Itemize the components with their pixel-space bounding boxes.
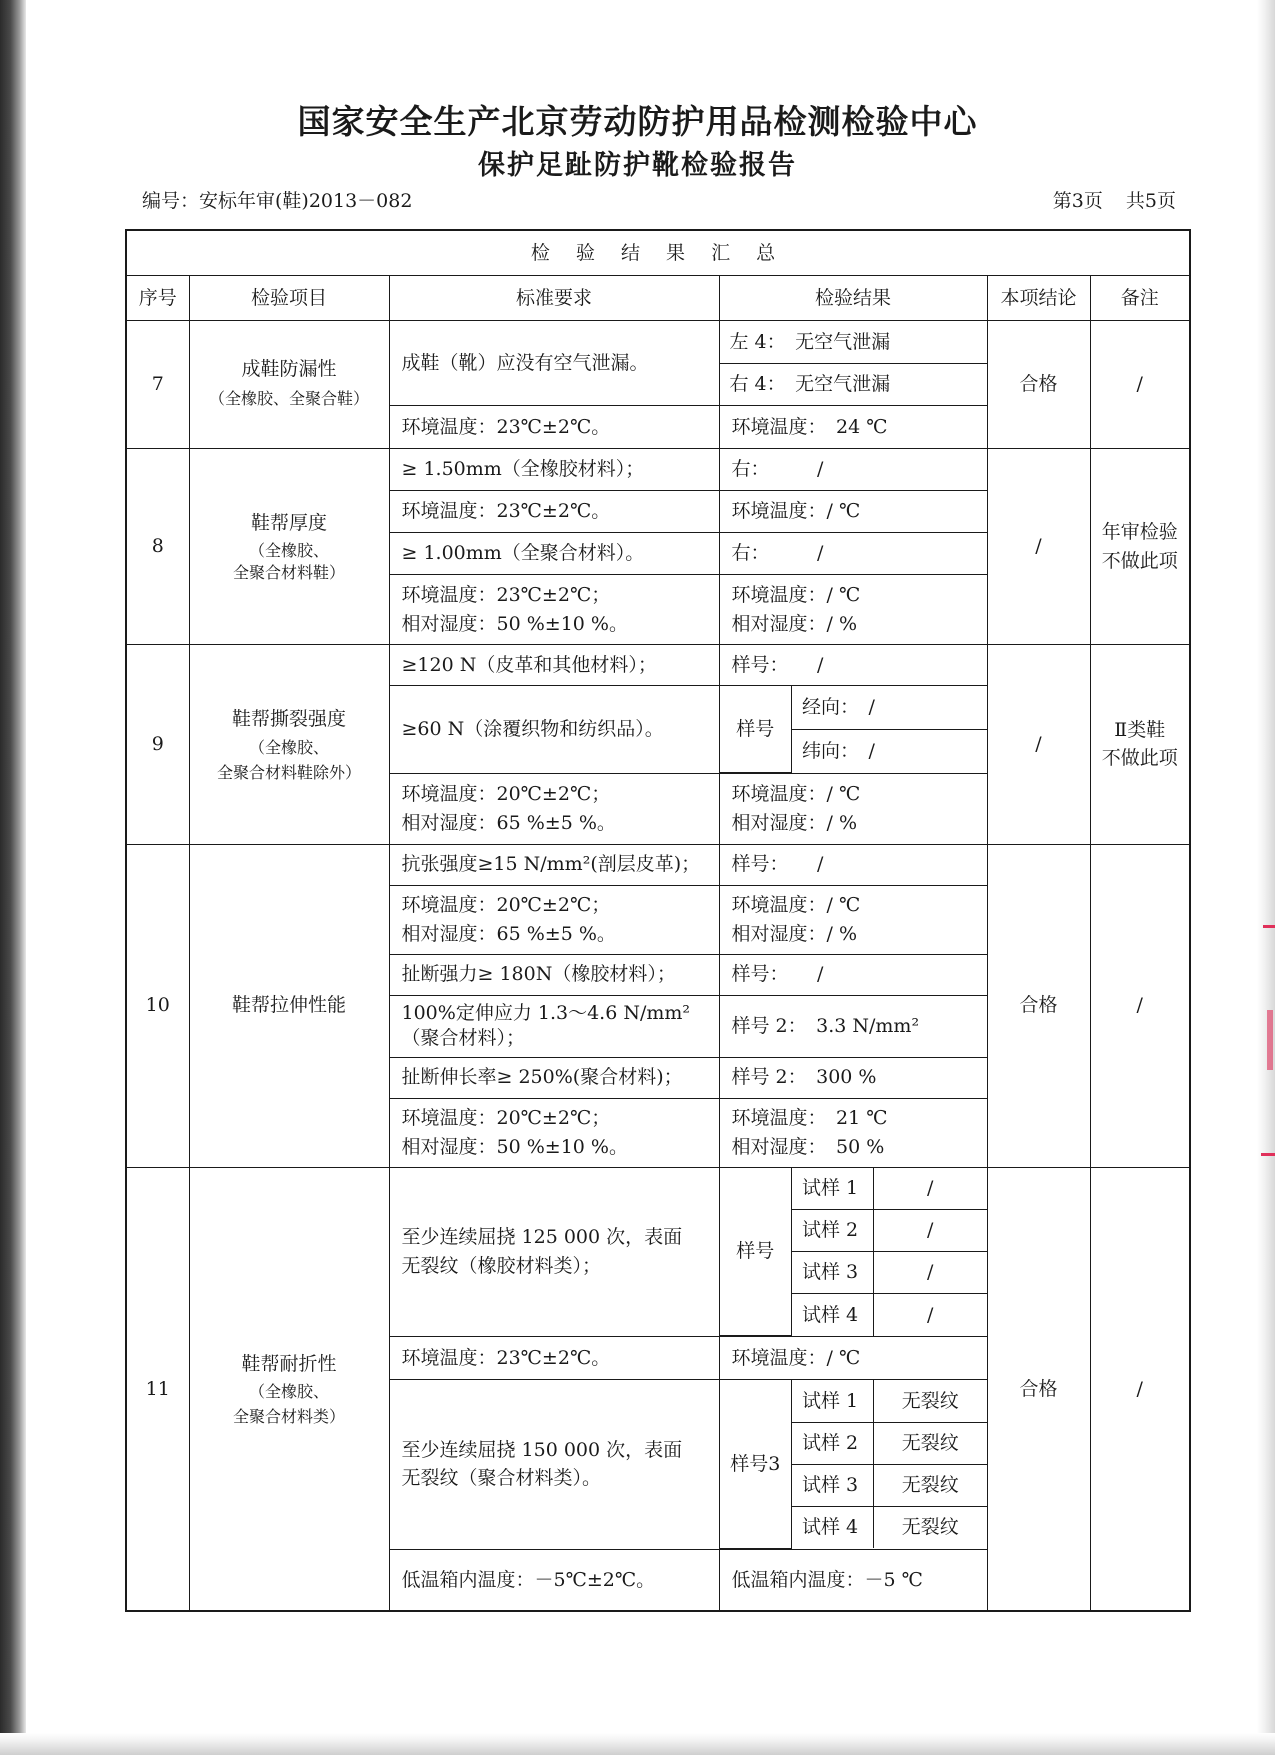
sample-label: 样号 xyxy=(720,686,792,772)
col-header-requirement: 标准要求 xyxy=(389,276,719,321)
result-cell: 样号： / xyxy=(719,844,987,885)
result-cell xyxy=(719,686,987,774)
requirement-cell: 环境温度：23℃±2℃； 相对湿度：50 %±10 %。 xyxy=(389,575,719,645)
requirement-cell: ≥ 1.00mm（全聚合材料）。 xyxy=(389,533,719,575)
test-item-scope: 全聚合材料鞋除外） xyxy=(216,762,361,782)
report-title: 国家安全生产北京劳动防护用品检测检验中心 xyxy=(297,102,978,141)
requirement-cell: 100%定伸应力 1.3～4.6 N/mm² （聚合材料）； xyxy=(389,995,719,1057)
requirement-cell: 抗张强度≥15 N/mm²(剖层皮革)； xyxy=(389,844,719,885)
sample-name: 试样 4 xyxy=(792,1294,874,1336)
document-number: 编号：安标年审(鞋)2013－082 xyxy=(142,190,413,212)
table-row xyxy=(126,321,1190,406)
result-cell: 环境温度：/ ℃ xyxy=(719,1337,987,1380)
sample-name: 试样 2 xyxy=(792,1422,874,1464)
result-cell: 低温箱内温度：－5 ℃ xyxy=(719,1549,987,1611)
test-item-scope: 全聚合材料鞋） xyxy=(232,563,345,583)
test-item-name: 鞋帮厚度 xyxy=(250,512,327,535)
sample-value: 无裂纹 xyxy=(874,1464,987,1506)
col-header-conclusion: 本项结论 xyxy=(987,276,1090,321)
table-row xyxy=(126,645,1190,686)
remark-cell: / xyxy=(1090,844,1190,1167)
red-stamp-mark xyxy=(1261,1153,1275,1156)
row-number: 11 xyxy=(126,1167,189,1611)
test-item-scope: （全橡胶、 xyxy=(248,737,329,757)
result-left: 左 4： 无空气泄漏 xyxy=(720,321,987,363)
table-row xyxy=(126,844,1190,885)
conclusion-cell: 合格 xyxy=(987,844,1090,1167)
test-item-name: 成鞋防漏性 xyxy=(241,358,337,381)
test-item-name: 鞋帮撕裂强度 xyxy=(231,708,346,731)
sample-label: 样号 xyxy=(720,1168,792,1336)
sample-value: / xyxy=(874,1252,987,1294)
col-header-no: 序号 xyxy=(126,276,189,321)
result-cell: 样号 2： 3.3 N/mm² xyxy=(719,995,987,1057)
result-cell: 环境温度：/ ℃ 相对湿度：/ % xyxy=(719,885,987,954)
test-item xyxy=(189,645,389,845)
remark-cell: / xyxy=(1090,1167,1190,1611)
requirement-cell: 环境温度：23℃±2℃。 xyxy=(389,406,719,449)
requirement-cell: 环境温度：23℃±2℃。 xyxy=(389,491,719,533)
test-item-scope: （全橡胶、 xyxy=(248,540,329,560)
requirement-cell: 低温箱内温度：－5℃±2℃。 xyxy=(389,1549,719,1611)
result-cell: 环境温度：/ ℃ xyxy=(719,491,987,533)
sample-label: 样号3 xyxy=(720,1380,792,1548)
test-item xyxy=(189,1167,389,1611)
sample-value: / xyxy=(874,1294,987,1336)
result-cell: 环境温度：/ ℃ 相对湿度：/ % xyxy=(719,773,987,844)
result-cell: 环境温度： 24 ℃ xyxy=(719,406,987,449)
scan-edge-left xyxy=(0,0,26,1755)
test-item-scope: （全橡胶、 xyxy=(248,1382,329,1402)
sample-value: 无裂纹 xyxy=(874,1380,987,1422)
test-item-scope: （全橡胶、全聚合鞋） xyxy=(208,388,369,408)
sample-value: 无裂纹 xyxy=(874,1422,987,1464)
result-cell: 环境温度：/ ℃ 相对湿度：/ % xyxy=(719,575,987,645)
table-row xyxy=(126,1167,1190,1337)
page-number: 第3页 xyxy=(1052,190,1103,212)
requirement-cell: ≥120 N（皮革和其他材料）； xyxy=(389,645,719,686)
requirement-cell: 扯断伸长率≥ 250%(聚合材料)； xyxy=(389,1057,719,1098)
table-caption-row xyxy=(126,230,1190,276)
result-right: 右 4： 无空气泄漏 xyxy=(720,363,987,405)
sample-value: / xyxy=(874,1168,987,1210)
sample-name: 试样 2 xyxy=(792,1210,874,1252)
requirement-cell: 至少连续屈挠 125 000 次，表面 无裂纹（橡胶材料类）； xyxy=(389,1167,719,1337)
page-total: 共5页 xyxy=(1125,190,1176,212)
requirement-cell: ≥60 N（涂覆织物和纺织品）。 xyxy=(389,686,719,774)
requirement-cell: 成鞋（靴）应没有空气泄漏。 xyxy=(389,321,719,406)
test-item-scope: 全聚合材料类） xyxy=(232,1407,345,1426)
test-item-name: 鞋帮耐折性 xyxy=(241,1352,337,1375)
conclusion-cell: 合格 xyxy=(987,321,1090,449)
col-header-remark: 备注 xyxy=(1090,276,1190,321)
requirement-cell: 环境温度：20℃±2℃； 相对湿度：65 %±5 %。 xyxy=(389,885,719,954)
remark-cell: 年审检验 不做此项 xyxy=(1090,449,1190,645)
scan-edge-bottom xyxy=(0,1733,1275,1755)
result-cell: 右： / xyxy=(719,449,987,491)
col-header-item: 检验项目 xyxy=(189,276,389,321)
conclusion-cell: 合格 xyxy=(987,1167,1090,1611)
row-number: 9 xyxy=(126,645,189,845)
conclusion-cell: / xyxy=(987,449,1090,645)
table-caption: 检 验 结 果 汇 总 xyxy=(126,230,1190,276)
result-cell: 右： / xyxy=(719,533,987,575)
result-cell: 样号： / xyxy=(719,954,987,995)
conclusion-cell: / xyxy=(987,645,1090,845)
result-weft: 纬向： / xyxy=(792,729,987,772)
test-item-name: 鞋帮拉伸性能 xyxy=(189,844,389,1167)
requirement-cell: 环境温度：20℃±2℃； 相对湿度：50 %±10 %。 xyxy=(389,1098,719,1167)
results-table xyxy=(125,229,1191,1612)
requirement-cell: 环境温度：20℃±2℃； 相对湿度：65 %±5 %。 xyxy=(389,773,719,844)
remark-cell: Ⅱ类鞋 不做此项 xyxy=(1090,645,1190,845)
requirement-cell: 扯断强力≥ 180N（橡胶材料）； xyxy=(389,954,719,995)
result-cell: 样号 2： 300 % xyxy=(719,1057,987,1098)
sample-name: 试样 3 xyxy=(792,1252,874,1294)
result-cell: 样号： / xyxy=(719,645,987,686)
remark-cell: / xyxy=(1090,321,1190,449)
scan-edge-right xyxy=(1257,0,1275,1755)
sample-value: 无裂纹 xyxy=(874,1506,987,1548)
test-item xyxy=(189,449,389,645)
sample-name: 试样 1 xyxy=(792,1380,874,1422)
requirement-cell: 环境温度：23℃±2℃。 xyxy=(389,1337,719,1380)
report-subtitle: 保护足趾防护靴检验报告 xyxy=(478,150,797,181)
row-number: 7 xyxy=(126,321,189,449)
result-cell xyxy=(719,1380,987,1550)
table-header-row xyxy=(126,276,1190,321)
sample-value: / xyxy=(874,1210,987,1252)
red-stamp-mark xyxy=(1267,1010,1273,1070)
result-cell xyxy=(719,1167,987,1337)
test-item xyxy=(189,321,389,449)
requirement-cell: ≥ 1.50mm（全橡胶材料）； xyxy=(389,449,719,491)
row-number: 10 xyxy=(126,844,189,1167)
result-warp: 经向： / xyxy=(792,686,987,729)
requirement-cell: 至少连续屈挠 150 000 次，表面 无裂纹（聚合材料类）。 xyxy=(389,1380,719,1550)
red-stamp-mark xyxy=(1263,925,1275,928)
page-info xyxy=(1049,186,1176,213)
result-cell: 环境温度： 21 ℃ 相对湿度： 50 % xyxy=(719,1098,987,1167)
row-number: 8 xyxy=(126,449,189,645)
table-row xyxy=(126,449,1190,491)
col-header-result: 检验结果 xyxy=(719,276,987,321)
sample-name: 试样 4 xyxy=(792,1506,874,1548)
result-cell xyxy=(719,321,987,406)
sample-name: 试样 1 xyxy=(792,1168,874,1210)
sample-name: 试样 3 xyxy=(792,1464,874,1506)
